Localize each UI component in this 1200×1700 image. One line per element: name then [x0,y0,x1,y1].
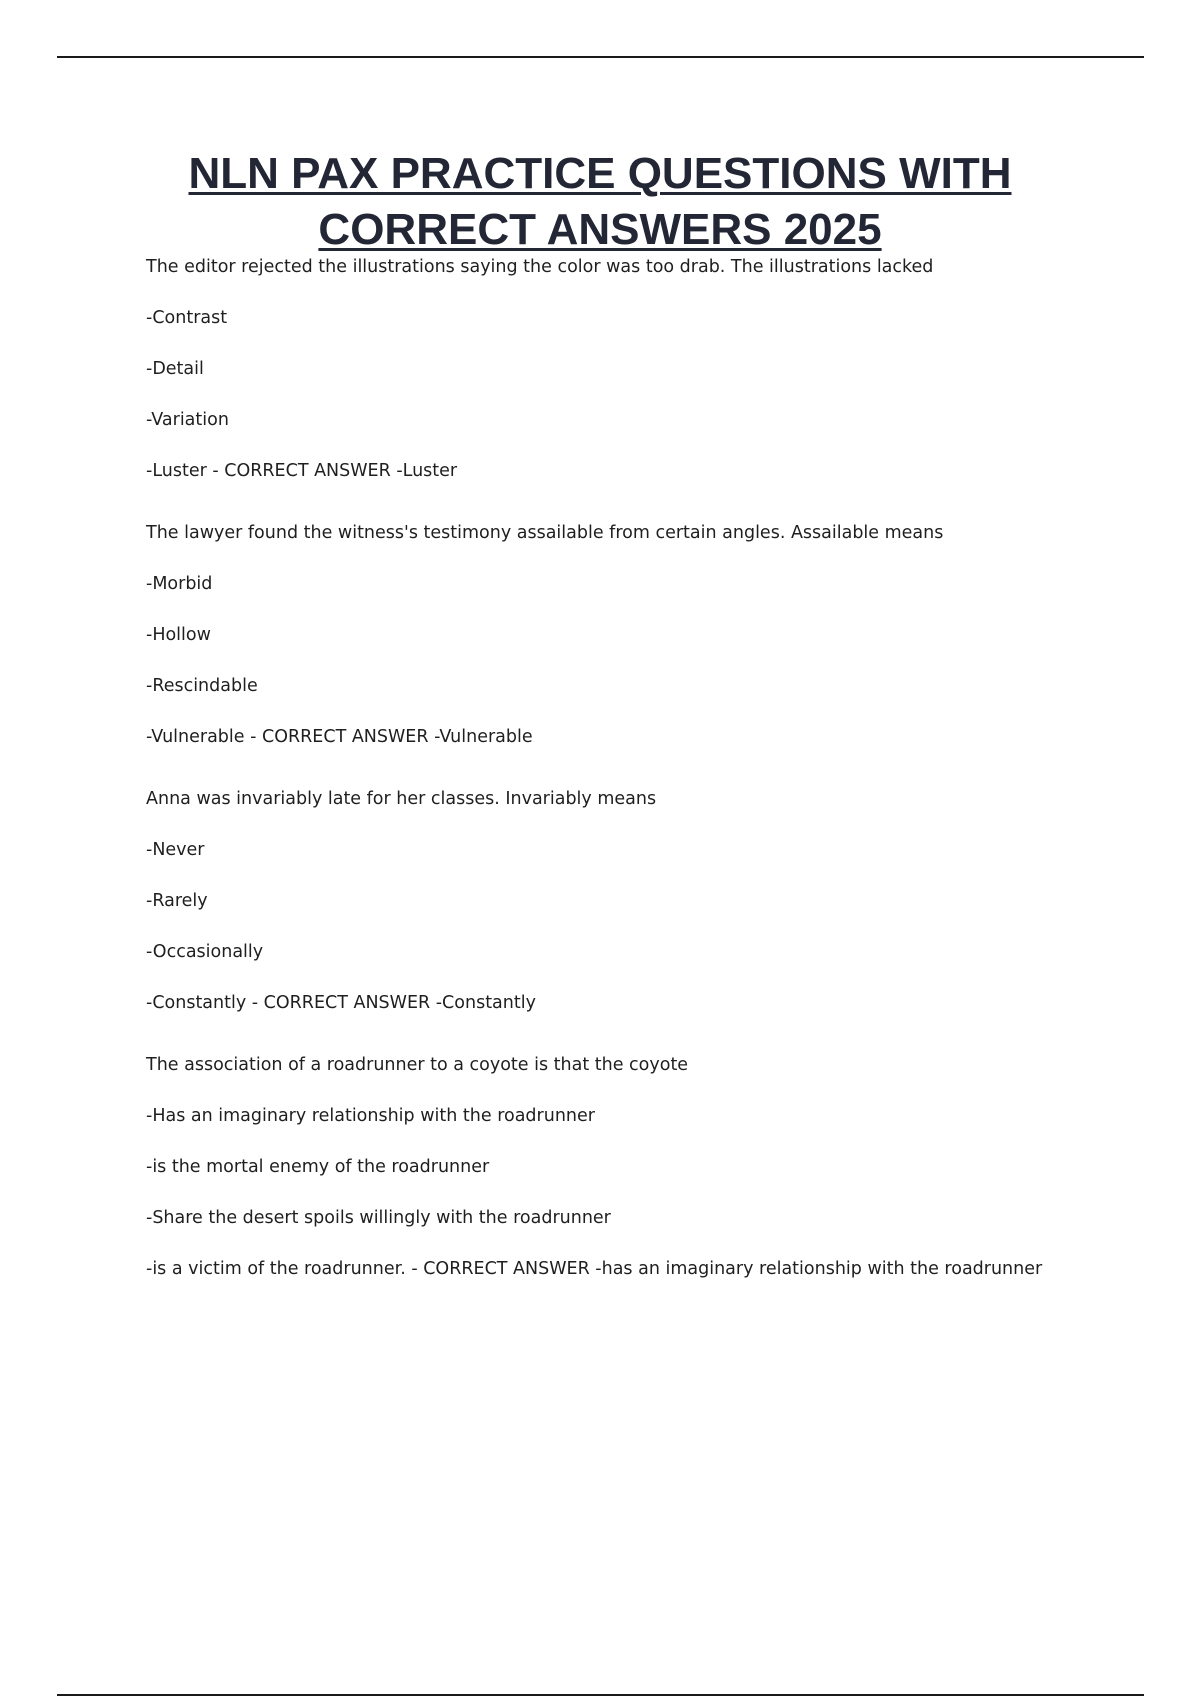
question-1 [146,256,1106,482]
answer-option: -Rescindable [146,676,258,696]
question-prompt: The editor rejected the illustrations saying the color was too drab. The illustrations lacked [146,257,934,277]
answer-option: -Rarely [146,891,208,911]
answer-option: -Morbid [146,574,213,594]
document-title: NLN PAX PRACTICE QUESTIONS WITH CORRECT ANSWERS 2025 [188,149,1012,254]
question-3 [146,788,1106,1014]
answer-option: -Contrast [146,308,228,328]
question-prompt: Anna was invariably late for her classes. Invariably means [146,789,657,809]
questions-list [146,256,1106,1320]
bottom-divider [57,1694,1144,1696]
answer-option-with-correct-answer: -Vulnerable - CORRECT ANSWER -Vulnerable [146,727,533,747]
answer-option: -Detail [146,359,204,379]
answer-option: -Occasionally [146,942,264,962]
answer-option: -Variation [146,410,229,430]
question-prompt: The association of a roadrunner to a coyote is that the coyote [146,1055,689,1075]
question-prompt: The lawyer found the witness's testimony assailable from certain angles. Assailable means [146,523,944,543]
answer-option: -Hollow [146,625,211,645]
answer-option: -Has an imaginary relationship with the roadrunner [146,1106,595,1126]
answer-option: -Never [146,840,205,860]
answer-option-with-correct-answer: -Luster - CORRECT ANSWER -Luster [146,461,458,481]
question-4 [146,1054,1106,1280]
question-2 [146,522,1106,748]
top-divider [57,56,1144,58]
answer-option: -is the mortal enemy of the roadrunner [146,1157,490,1177]
answer-option-with-correct-answer: -is a victim of the roadrunner. - CORRECT ANSWER -has an imaginary relationship with the roadrunner [146,1259,1043,1279]
answer-option: -Share the desert spoils willingly with the roadrunner [146,1208,611,1228]
answer-option-with-correct-answer: -Constantly - CORRECT ANSWER -Constantly [146,993,536,1013]
